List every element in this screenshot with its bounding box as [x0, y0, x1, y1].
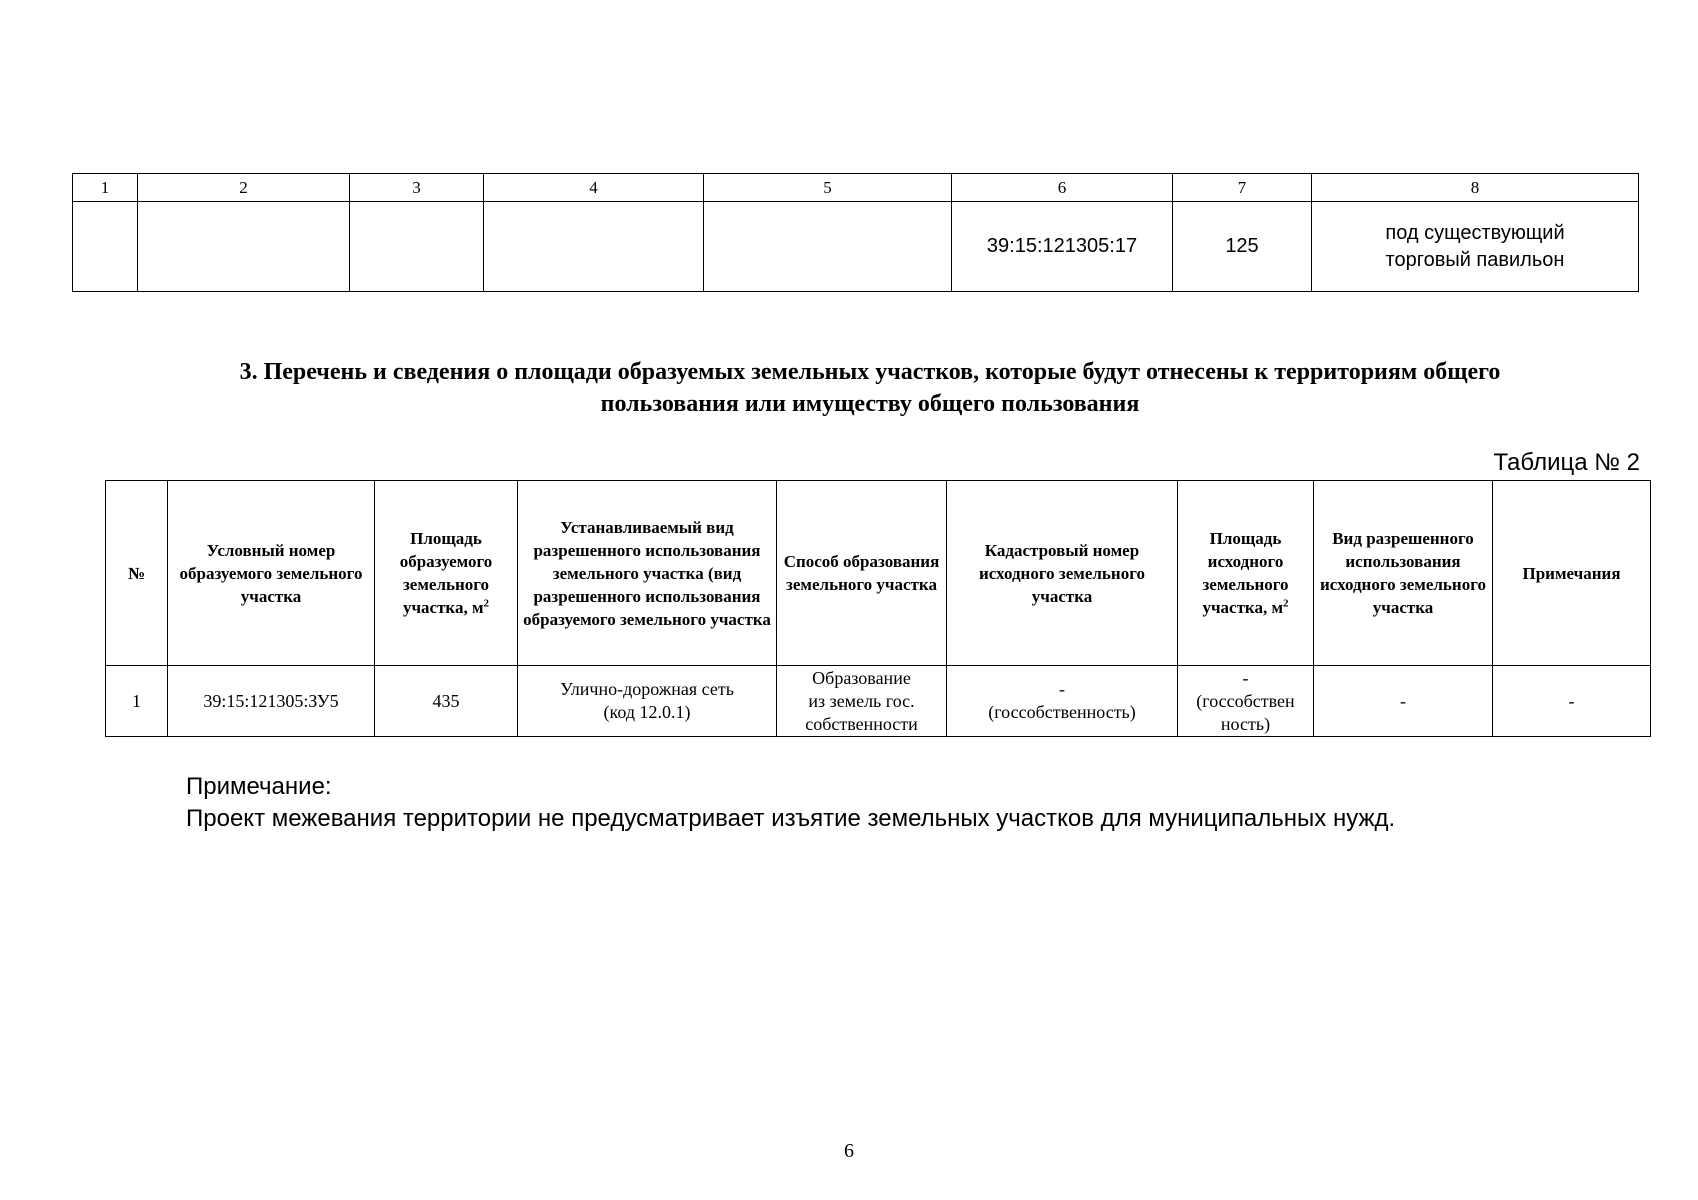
cadastral-number-cell: 39:15:121305:17 — [952, 202, 1173, 292]
notes-cell: - — [1493, 666, 1651, 737]
header-use-type: Устанавливаемый вид разрешенного использования земельного участка (вид разрешенного использования образуемого земельного участка — [518, 481, 777, 666]
header-conditional-number: Условный номер образуемого земельного участка — [168, 481, 375, 666]
cell-line: (госсобственность) — [988, 702, 1136, 722]
header-notes: Примечания — [1493, 481, 1651, 666]
header-source-area-text: Площадь исходного земельного участка, м — [1202, 529, 1289, 617]
cell-line: - — [1242, 667, 1249, 688]
header-area-formed-text: Площадь образуемого земельного участка, м — [399, 529, 493, 617]
table-cell — [350, 202, 484, 292]
superscript: 2 — [1283, 597, 1289, 610]
section-heading-line: 3. Перечень и сведения о площади образуемых земельных участков, которые будут отнесены к территориям общего — [239, 359, 1501, 385]
table-cell — [484, 202, 704, 292]
header-row — [106, 481, 1651, 666]
use-type-cell — [518, 666, 777, 737]
table-label: Таблица № 2 — [1493, 449, 1640, 476]
cell-line: - — [1059, 679, 1065, 699]
source-cadastral-cell — [947, 666, 1178, 737]
cell-line: (госсобствен — [1196, 690, 1295, 711]
conditional-number-cell: 39:15:121305:ЗУ5 — [168, 666, 375, 737]
column-number: 2 — [138, 174, 350, 202]
table-row — [106, 666, 1651, 737]
column-number: 7 — [1173, 174, 1312, 202]
cell-line: собственности — [805, 713, 918, 734]
header-formation-method: Способ образования земельного участка — [777, 481, 947, 666]
column-number: 1 — [73, 174, 138, 202]
table-cell — [138, 202, 350, 292]
column-number: 6 — [952, 174, 1173, 202]
area-cell: 435 — [375, 666, 518, 737]
page-number: 6 — [844, 1140, 854, 1162]
column-number-row — [73, 174, 1639, 202]
cell-line: ность) — [1220, 713, 1271, 734]
note-label: Примечание: — [186, 773, 332, 800]
section-heading-line: пользования или имуществу общего пользования — [600, 391, 1140, 417]
note-block — [186, 771, 1395, 835]
header-number: № — [106, 481, 168, 666]
purpose-line: торговый павильон — [1385, 248, 1565, 271]
header-source-area — [1178, 481, 1314, 666]
land-plots-table-continuation — [72, 173, 1639, 292]
column-number: 5 — [704, 174, 952, 202]
cell-line: (код 12.0.1) — [603, 702, 691, 722]
formation-method-cell — [777, 666, 947, 737]
cell-line: Образование — [812, 667, 911, 688]
header-area-formed — [375, 481, 518, 666]
column-number: 3 — [350, 174, 484, 202]
table-cell — [73, 202, 138, 292]
column-number: 4 — [484, 174, 704, 202]
row-number: 1 — [106, 666, 168, 737]
superscript: 2 — [483, 597, 490, 610]
source-use-type-cell: - — [1314, 666, 1493, 737]
purpose-cell — [1312, 202, 1639, 292]
table-row — [73, 202, 1639, 292]
area-cell: 125 — [1173, 202, 1312, 292]
header-source-cadastral-number: Кадастровый номер исходного земельного участка — [947, 481, 1178, 666]
column-number: 8 — [1312, 174, 1639, 202]
cell-line: из земель гос. — [808, 690, 915, 711]
source-area-cell — [1178, 666, 1314, 737]
section-heading — [110, 356, 1630, 420]
note-text: Проект межевания территории не предусматривает изъятие земельных участков для муниципальных нужд. — [186, 805, 1396, 832]
purpose-line: под существующий — [1385, 221, 1565, 244]
table-cell — [704, 202, 952, 292]
cell-line: Улично-дорожная сеть — [560, 679, 734, 699]
header-source-use-type: Вид разрешенного использования исходного земельного участка — [1314, 481, 1493, 666]
public-use-plots-table — [105, 480, 1651, 737]
